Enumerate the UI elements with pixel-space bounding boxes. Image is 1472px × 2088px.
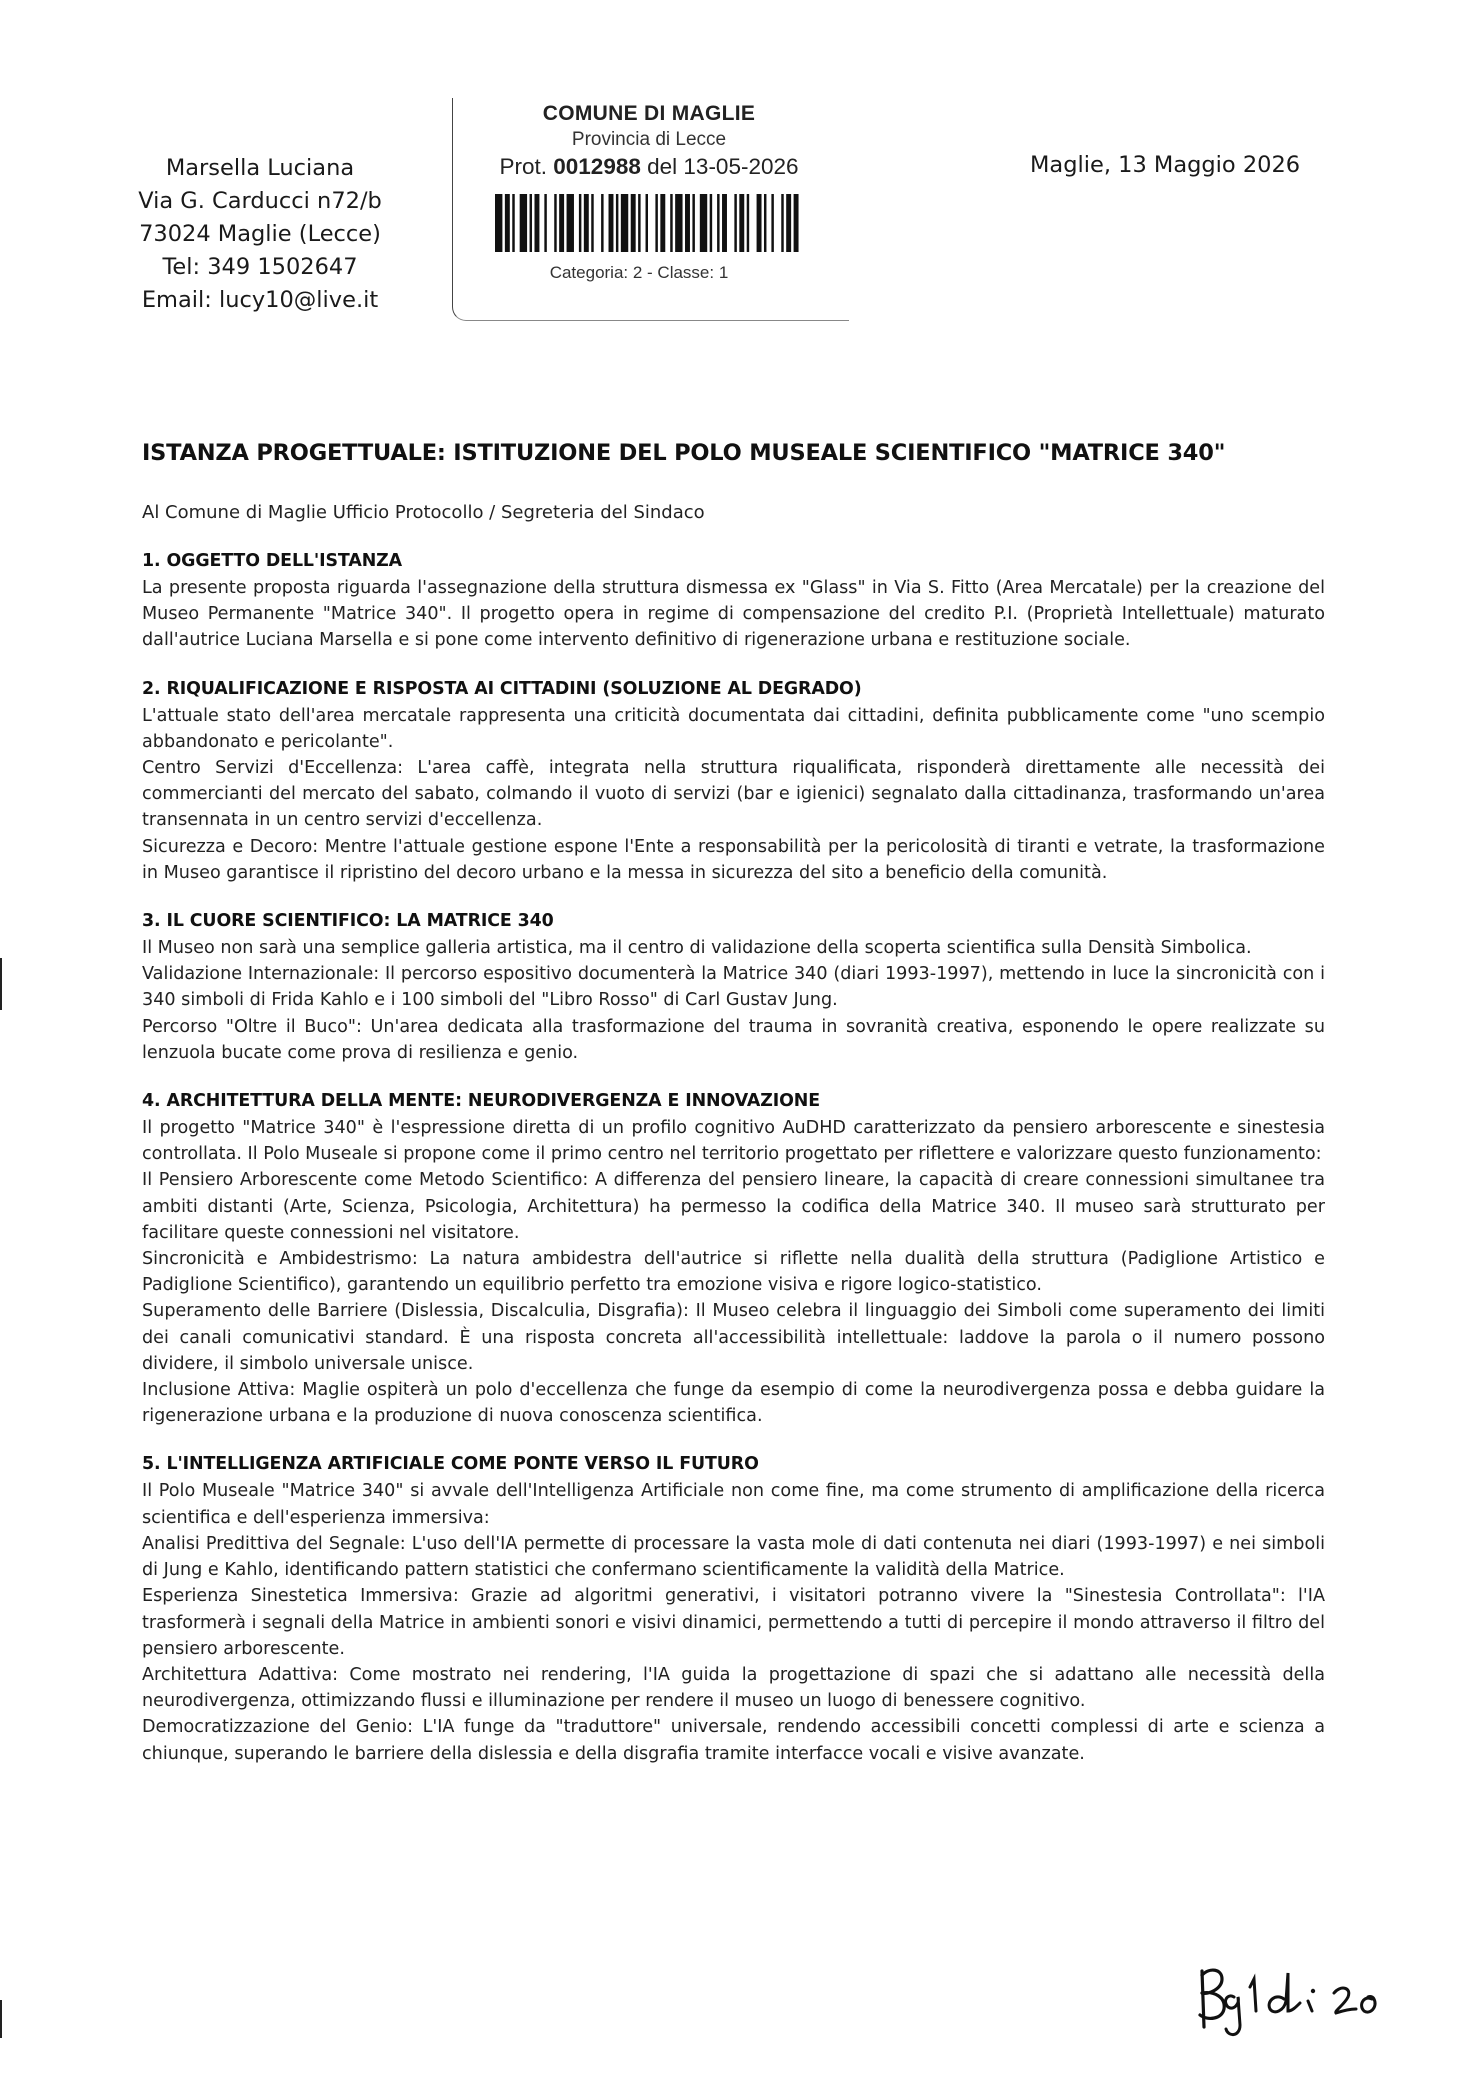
section-5: [142, 1451, 1325, 1766]
section-paragraph: L'attuale stato dell'area mercatale rappresenta una criticità documentata dai cittadini, definita pubblicamente come "uno scempio abbandonato e pericolante".: [142, 705, 1325, 752]
sender-address: Via G. Carducci n72/b: [138, 188, 382, 214]
stamp-prot-date: del 13-05-2026: [647, 154, 799, 179]
sender-name: Marsella Luciana: [165, 155, 355, 181]
scan-edge-mark: [0, 958, 2, 1010]
section-paragraph: Validazione Internazionale: Il percorso espositivo documenterà la Matrice 340 (diari 1993-1997), mettendo in luce la sincronicità con i 340 simboli di Frida Kahlo e i 100 simboli del "Libro Rosso" di Carl Gustav Jung.: [142, 964, 1325, 1011]
section-2: [142, 676, 1325, 886]
sender-email: Email: lucy10@live.it: [141, 287, 379, 313]
stamp-category: Categoria: 2 - Classe: 1: [549, 263, 729, 282]
section-paragraph: Analisi Predittiva del Segnale: L'uso dell'IA permette di processare la vasta mole di dati contenuta nei diari (1993-1997) e nei simboli di Jung e Kahlo, identificando pattern statistici che confermano scientificamente la validità della Matrice.: [142, 1533, 1325, 1581]
section-heading: 4. ARCHITETTURA DELLA MENTE: NEURODIVERGENZA E INNOVAZIONE: [142, 1091, 821, 1112]
section-paragraph: Sincronicità e Ambidestrismo: La natura ambidestra dell'autrice si riflette nella dualità della struttura (Padiglione Artistico e Padiglione Scientifico), garantendo un equilibrio perfetto tra emozione visiva e rigore logico-statistico.: [142, 1249, 1325, 1296]
sender-block: [120, 152, 400, 317]
section-paragraph: Sicurezza e Decoro: Mentre l'attuale gestione espone l'Ente a responsabilità per la pericolosità di tiranti e vetrate, la trasformazione in Museo garantisce il ripristino del decoro urbano e la messa in sicurezza del sito a beneficio della comunità.: [142, 836, 1325, 883]
stamp-title: COMUNE DI MAGLIE: [542, 102, 756, 125]
section-1: [142, 548, 1325, 654]
section-paragraph: Percorso "Oltre il Buco": Un'area dedicata alla trasformazione del trauma in sovranità creativa, esponendo le opere realizzate su lenzuola bucate come prova di resilienza e genio.: [142, 1016, 1325, 1063]
section-heading: 1. OGGETTO DELL'ISTANZA: [142, 551, 403, 571]
section-paragraph: Superamento delle Barriere (Dislessia, Discalculia, Disgrafia): Il Museo celebra il linguaggio dei Simboli come superamento dei limiti dei canali comunicativi standard. È una risposta concreta all'accessibilità intellettuale: laddove la parola o il numero possono dividere, il simbolo universale unisce.: [142, 1301, 1325, 1374]
recipient-line: Al Comune di Maglie Ufficio Protocollo / Segreteria del Sindaco: [142, 502, 705, 523]
stamp-province: Provincia di Lecce: [571, 129, 727, 150]
protocol-stamp: [452, 98, 849, 321]
barcode-icon: [495, 194, 801, 252]
scan-edge-mark: [0, 2000, 2, 2038]
document-title: ISTANZA PROGETTUALE: ISTITUZIONE DEL POLO MUSEALE SCIENTIFICO "MATRICE 340": [142, 440, 1226, 466]
stamp-prot-prefix: Prot.: [499, 154, 547, 179]
section-paragraph: Esperienza Sinestetica Immersiva: Grazie ad algoritmi generativi, i visitatori potranno vivere la "Sinestesia Controllata": l'IA trasformerà i segnali della Matrice in ambienti sonori e visivi dinamici, permettendo a tutti di percepire il mondo attraverso il filtro del pensiero arborescente.: [142, 1586, 1325, 1659]
stamp-prot-number: 0012988: [553, 154, 641, 179]
sender-phone: Tel: 349 1502647: [162, 254, 358, 280]
section-4: [142, 1088, 1325, 1429]
section-3: [142, 908, 1325, 1066]
section-paragraph: Inclusione Attiva: Maglie ospiterà un polo d'eccellenza che funge da esempio di come la neurodivergenza possa e debba guidare la rigenerazione urbana e la produzione di nuova conoscenza scientifica.: [142, 1380, 1325, 1427]
section-paragraph: Il Polo Museale "Matrice 340" si avvale dell'Intelligenza Artificiale non come fine, ma come strumento di amplificazione della ricerca scientifica e dell'esperienza immersiva:: [142, 1481, 1325, 1528]
section-paragraph: Il Museo non sarà una semplice galleria artistica, ma il centro di validazione della scoperta scientifica sulla Densità Simbolica.: [142, 938, 1252, 959]
section-paragraph: Architettura Adattiva: Come mostrato nei rendering, l'IA guida la progettazione di spazi che si adattano alle necessità della neurodivergenza, ottimizzando flussi e illuminazione per rendere il museo un luogo di benessere cognitivo.: [142, 1664, 1325, 1712]
section-heading: 2. RIQUALIFICAZIONE E RISPOSTA AI CITTADINI (SOLUZIONE AL DEGRADO): [142, 678, 862, 699]
section-paragraph: Centro Servizi d'Eccellenza: L'area caffè, integrata nella struttura riqualificata, risponderà direttamente alle necessità dei commercianti del mercato del sabato, colmando il vuoto di servizi (bar e igienici) segnalato dalla cittadinanza, trasformando un'area transennata in un centro servizi d'eccellenza.: [142, 758, 1325, 831]
section-paragraph: Il progetto "Matrice 340" è l'espressione diretta di un profilo cognitivo AuDHD caratterizzato da pensiero arborescente e sinestesia controllata. Il Polo Museale si propone come il primo centro nel territorio progettato per riflettere e valorizzare questo funzionamento:: [142, 1118, 1325, 1165]
section-paragraph: Democratizzazione del Genio: L'IA funge da "traduttore" universale, rendendo accessibili concetti complessi di arte e scienza a chiunque, superando le barriere della dislessia e della disgrafia tramite interfacce vocali e visive avanzate.: [142, 1717, 1325, 1764]
handwritten-page-note: [1188, 1953, 1388, 2043]
stamp-protocol: [453, 154, 845, 180]
sender-city: 73024 Maglie (Lecce): [139, 221, 381, 247]
document-body: [142, 548, 1325, 1789]
section-paragraph: La presente proposta riguarda l'assegnazione della struttura dismessa ex "Glass" in Via S. Fitto (Area Mercatale) per la creazione del Museo Permanente "Matrice 340". Il progetto opera in regime di compensazione del credito P.I. (Proprietà Intellettuale) maturato dall'autrice Luciana Marsella e si pone come intervento definitivo di rigenerazione urbana e restituzione sociale.: [142, 578, 1325, 651]
section-heading: 5. L'INTELLIGENZA ARTIFICIALE COME PONTE VERSO IL FUTURO: [142, 1454, 759, 1475]
section-heading: 3. IL CUORE SCIENTIFICO: LA MATRICE 340: [142, 911, 554, 932]
document-date: Maglie, 13 Maggio 2026: [1030, 152, 1301, 178]
section-paragraph: Il Pensiero Arborescente come Metodo Scientifico: A differenza del pensiero lineare, la capacità di creare connessioni simultanee tra ambiti distanti (Arte, Scienza, Psicologia, Architettura) ha permesso la codifica della Matrice 340. Il museo sarà strutturato per facilitare queste connessioni nel visitatore.: [142, 1170, 1325, 1243]
